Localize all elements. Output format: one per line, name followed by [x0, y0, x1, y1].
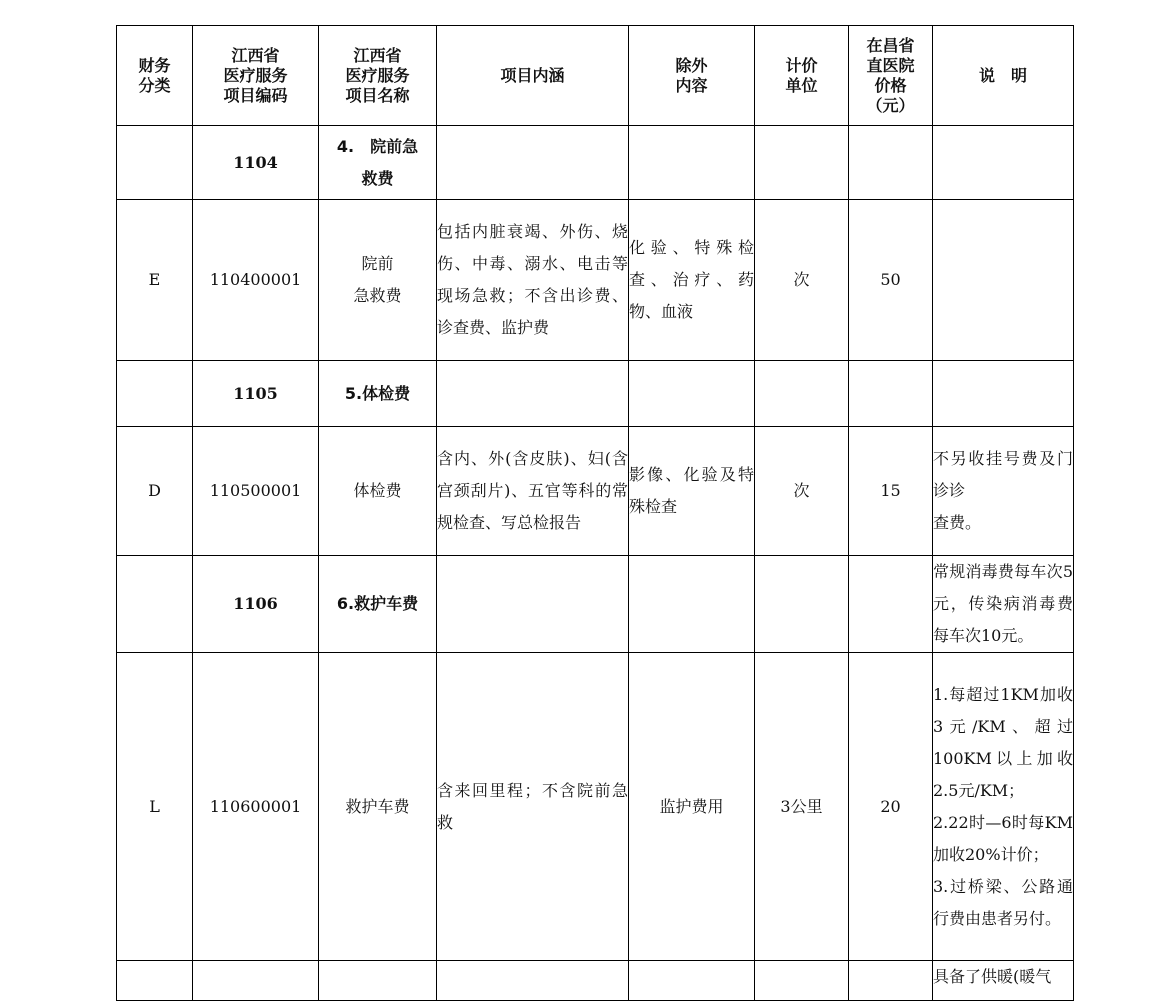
- cell-category: [117, 126, 193, 200]
- table-row: [117, 653, 1074, 961]
- cell-price: 50: [849, 200, 933, 361]
- cell-code: 110500001: [193, 427, 319, 556]
- cell-unit: 次: [755, 427, 849, 556]
- cell-note: [933, 361, 1074, 427]
- cell-content: 含来回里程；不含院前急救: [437, 653, 629, 961]
- header-unit: 计价 单位: [755, 26, 849, 126]
- cell-unit: [755, 361, 849, 427]
- cell-unit: [755, 556, 849, 653]
- fee-table: [116, 25, 1074, 1001]
- cell-exclude: 监护费用: [629, 653, 755, 961]
- cell-content: [437, 361, 629, 427]
- header-note: 说 明: [933, 26, 1074, 126]
- cell-price: [849, 961, 933, 1001]
- cell-category: L: [117, 653, 193, 961]
- cell-code: 110400001: [193, 200, 319, 361]
- cell-price: 20: [849, 653, 933, 961]
- cell-name: 体检费: [319, 427, 437, 556]
- cell-exclude: [629, 361, 755, 427]
- cell-code: 110600001: [193, 653, 319, 961]
- cell-name: 院前 急救费: [319, 200, 437, 361]
- cell-note: [933, 200, 1074, 361]
- cell-name: 救护车费: [319, 653, 437, 961]
- table-row: [117, 361, 1074, 427]
- cell-content: [437, 961, 629, 1001]
- cell-code: [193, 961, 319, 1001]
- cell-code: 1106: [193, 556, 319, 653]
- cell-category: D: [117, 427, 193, 556]
- header-price: 在昌省 直医院 价格 （元）: [849, 26, 933, 126]
- cell-name: 6.救护车费: [319, 556, 437, 653]
- cell-note: [933, 126, 1074, 200]
- cell-content: [437, 556, 629, 653]
- cell-price: [849, 126, 933, 200]
- table-row: [117, 961, 1074, 1001]
- cell-exclude: [629, 126, 755, 200]
- cell-unit: [755, 961, 849, 1001]
- cell-exclude: 化验、特殊检查、治疗、药物、血液: [629, 200, 755, 361]
- cell-category: [117, 361, 193, 427]
- cell-exclude: [629, 961, 755, 1001]
- cell-code: 1105: [193, 361, 319, 427]
- cell-name: 4. 院前急 救费: [319, 126, 437, 200]
- cell-category: E: [117, 200, 193, 361]
- cell-category: [117, 961, 193, 1001]
- cell-content: 含内、外(含皮肤)、妇(含宫颈刮片)、五官等科的常规检查、写总检报告: [437, 427, 629, 556]
- cell-exclude: [629, 556, 755, 653]
- cell-price: [849, 556, 933, 653]
- table-row: [117, 427, 1074, 556]
- header-row: [117, 26, 1074, 126]
- header-code: 江西省 医疗服务 项目编码: [193, 26, 319, 126]
- cell-note: 不另收挂号费及门诊诊 查费。: [933, 427, 1074, 556]
- cell-exclude: 影像、化验及特殊检查: [629, 427, 755, 556]
- cell-content: [437, 126, 629, 200]
- cell-unit: 次: [755, 200, 849, 361]
- cell-code: 1104: [193, 126, 319, 200]
- cell-note: 1.每超过1KM加收3元/KM、超过100KM以上加收2.5元/KM； 2.22时—6时每KM加收20%计价； 3.过桥梁、公路通行费由患者另付。: [933, 653, 1074, 961]
- table-row: [117, 556, 1074, 653]
- header-category: 财务 分类: [117, 26, 193, 126]
- cell-note: 具备了供暖(暖气: [933, 961, 1074, 1001]
- cell-unit: 3公里: [755, 653, 849, 961]
- header-name: 江西省 医疗服务 项目名称: [319, 26, 437, 126]
- table-row: [117, 126, 1074, 200]
- cell-category: [117, 556, 193, 653]
- table-row: [117, 200, 1074, 361]
- header-content: 项目内涵: [437, 26, 629, 126]
- cell-price: 15: [849, 427, 933, 556]
- header-exclude: 除外 内容: [629, 26, 755, 126]
- cell-name: 5.体检费: [319, 361, 437, 427]
- cell-unit: [755, 126, 849, 200]
- cell-name: [319, 961, 437, 1001]
- cell-content: 包括内脏衰竭、外伤、烧伤、中毒、溺水、电击等现场急救；不含出诊费、诊查费、监护费: [437, 200, 629, 361]
- cell-price: [849, 361, 933, 427]
- cell-note: 常规消毒费每车次5元，传染病消毒费每车次10元。: [933, 556, 1074, 653]
